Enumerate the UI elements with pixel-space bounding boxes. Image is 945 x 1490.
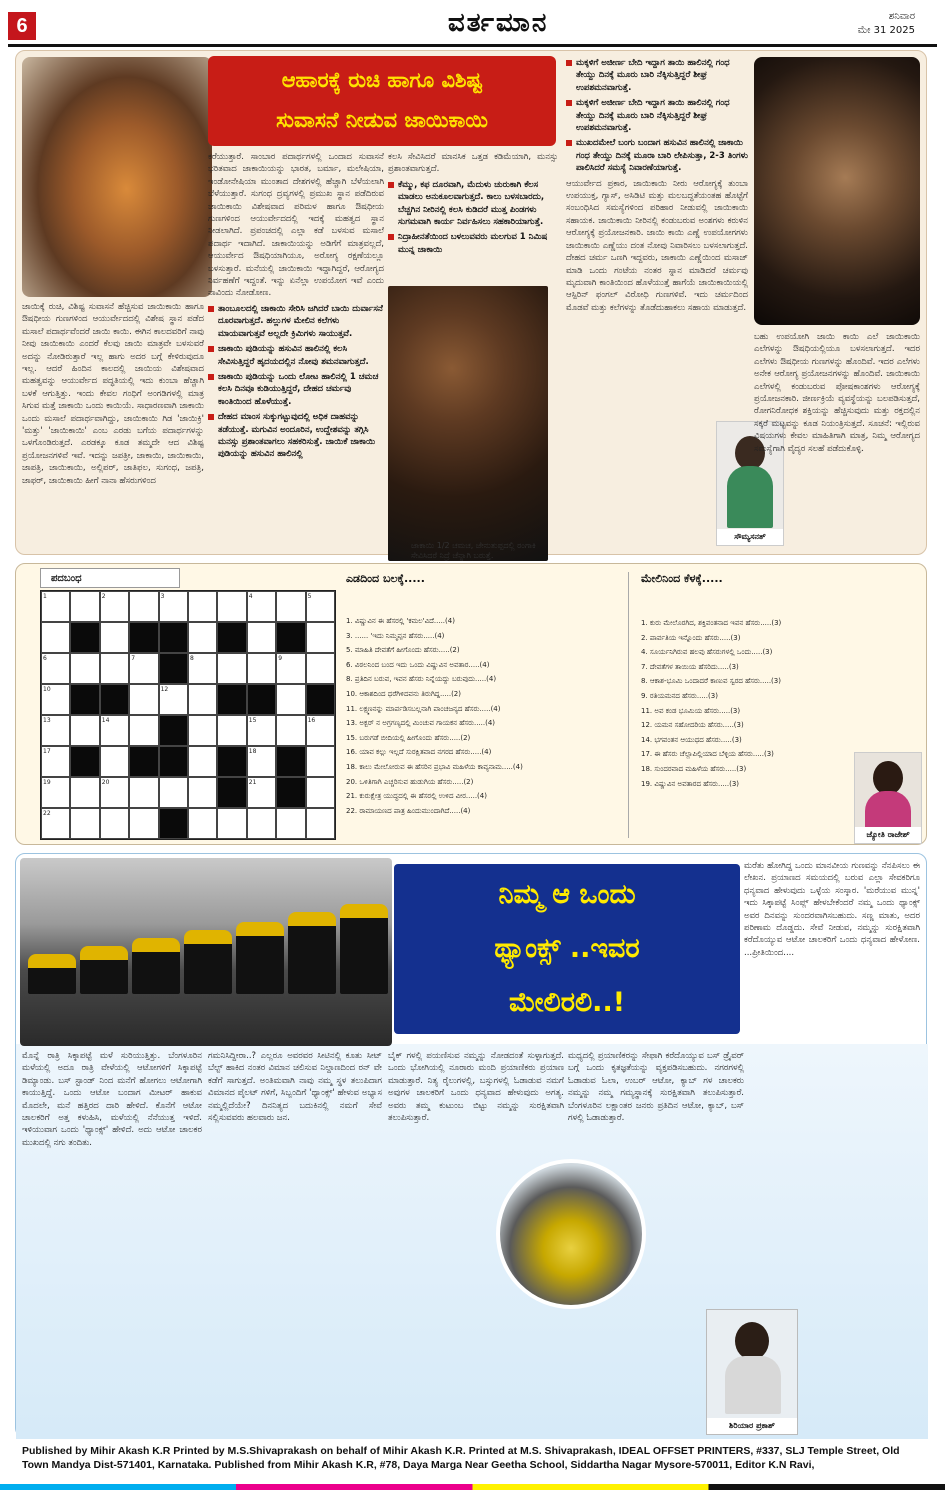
crossword-clue: 12. ಯಮನ ಸಹೋದರಿಯ ಹೆಸರು.....(3) [641,721,744,730]
crossword-author-photo [854,752,922,844]
crossword-cell[interactable] [306,746,335,777]
author-avatar-body [865,791,911,831]
article-column-2 [208,1050,382,1434]
crossword-black-cell [159,653,188,684]
crossword-clue: 9. ರತಿಯಮನದ ಹೆಸರು.....(3) [641,691,718,700]
thanks-article [15,853,927,1438]
article-body: ಮಧ್ಯದಲ್ಲಿ ಪ್ರಯಾಣಿಕರನ್ನು ಸೇಫಾಗಿ ಕರೆದೊಯ್ಯುವ ಬಸ್ ಡ್ರೈವರ್ ಬಗ್ಗೆ ಒಂದು ಕೃತಜ್ಞತೆಯನ್ನು ವ್ಯಕ್ತಪಡಿಸಬಹುದು. ನಗರಗಳಲ್ಲಿ ಓಡಾಡುವ ಓಲಾ, ಉಬರ್ ಆಟೋ, ಕ್ಯಾಬ್ ಗಳ ಚಾಲಕರು ನಮ್ಮನ್ನು ನಮ್ಮ ಗಮ್ಯಸ್ಥಾನಕ್ಕೆ ಸುರಕ್ಷಿತವಾಗಿ ತಲುಪಿಸುತ್ತಾರೆ. ಬೆಂಗಳೂರಿನ ಲಕ್ಷಾಂತರ ಜನರು ಪ್ರತಿದಿನ ಆಟೋ, ಕ್ಯಾಬ್, ಬಸ್ ಗಳಲ್ಲಿ ಓಡಾಡುತ್ತಾರೆ. [568,1051,744,1124]
crossword-cell[interactable] [100,746,129,777]
down-clues [641,616,851,791]
crossword-cell[interactable] [188,622,217,653]
crossword-cell[interactable] [247,622,276,653]
author-avatar-body [725,1356,781,1414]
issue-date-text: ಮೇ 31 2025 [857,25,915,36]
crossword-cell[interactable]: 22 [41,808,70,839]
crossword-black-cell [247,684,276,715]
crossword-cell[interactable]: 3 [159,591,188,622]
article-body: ಕರೆಯುತ್ತಾರೆ. ಸಾಂಬಾರ ಪದಾರ್ಥಗಳಲ್ಲಿ ಒಂದಾದ ಸುವಾಸನೆ ಭರಿತವಾದ ಜಾಕಾಯಿಯನ್ನು ಭಾರತ, ಬರ್ಮಾ, ಮಲೇಷಿಯಾ, ಇಂಡೋನೇಷಿಯಾ ಮುಂತಾದ ದೇಶಗಳಲ್ಲಿ ಹೆಚ್ಚಾಗಿ ಬೆಳೆಯಲಾಗಿ ಬೆಳೆಯುತ್ತಾರೆ. ಸುಗಂಧ ದ್ರವ್ಯಗಳಲ್ಲಿ ಪ್ರಮುಖ ಸ್ಥಾನ ಪಡೆದಿರುವ ಜಾಯಿಕಾಯಿ ವಿಶೇಷವಾದ ಪರಿಮಳ ಹಾಗೂ ಔಷಧೀಯ ಗುಣಗಳಿಂದ ಆಯುರ್ವೇದದಲ್ಲಿ ಇದಕ್ಕೆ ಮಹತ್ವದ ಸ್ಥಾನ ನೀಡಲಾಗಿದೆ. ಪ್ರಪಂಚದಲ್ಲಿ ಎಲ್ಲಾ ಕಡೆ ಬಳಸುವ ಮಸಾಲೆ ಪದಾರ್ಥ ಇದಾಗಿದೆ. ಜಾಕಾಯಿಯನ್ನು ಅಡಿಗೆಗೆ ಮಾತ್ರವಲ್ಲದೆ, ಆಯುರ್ವೇದ ಔಷಧಿಯಾಗಿಯೂ, ಅರೋಗ್ಯ ರಕ್ಷಣೆಯಲ್ಲೂ ಬಳಸುತ್ತಾರೆ. ಮನೆಯಲ್ಲಿ ಜಾಯಿಕಾಯಿ ಇದ್ದಾಗಿದ್ದರೆ, ಆರೋಗ್ಯದ ನಿರ್ವಹಣೆಗೆ ಇದ್ದಂತೆ. ಇನ್ನು ಏನೆಲ್ಲಾ ಉಪಯೋಗ ಇವೆ ಎಂದು ನಾವಿಂದು ನೋಡೋಣ. [208,152,384,299]
down-heading: ಮೇಲಿನಿಂದ ಕೆಳಕ್ಕೆ..... [641,572,723,585]
crossword-clue: 13. ಅಕ್ಬರ್ ನ ಅಗ್ರಗಣ್ಯದಲ್ಲಿ ಮಿಂಚುವ ಗಾಯಕನ ಹೆಸರು.....(4) [346,719,496,728]
crossword-cell[interactable] [247,808,276,839]
crossword-clue: 6. ವಿಠಲನಿಂದ ಬಂದ ಇದು ಒಂದು ವಿಷ್ಣುವಿನ ಅವತಾರ.....(4) [346,660,490,669]
crossword-cell[interactable]: 18 [247,746,276,777]
crossword-cell[interactable] [70,777,99,808]
crossword-cell[interactable]: 9 [276,653,305,684]
article-column-4-cont [566,423,712,553]
crossword-black-cell [276,746,305,777]
crossword-cell[interactable] [70,808,99,839]
crossword-cell[interactable] [188,684,217,715]
headline-line-2: ಥ್ಯಾಂಕ್ಸ್ ..ಇವರ [494,933,640,964]
crossword-clue: 4. ಸೂರ್ಯನಿಗಿರುವ ಹಲವು ಹೆಸರುಗಳಲ್ಲಿ ಒಂದು.....(3) [641,648,773,657]
crossword-cell[interactable] [276,715,305,746]
crossword-cell[interactable] [100,622,129,653]
crossword-cell[interactable]: 12 [159,684,188,715]
masthead [8,8,937,48]
crossword-clue: 10. ಆಕಾಶದಿಂದ ಧರೆಗಿಳಿದವನು ತಿರುಗಿದ್ದ.....(2) [346,689,461,698]
article-column-3 [388,1050,564,1160]
crossword-cell[interactable] [129,808,158,839]
crossword-cell[interactable] [41,622,70,653]
crossword-cell[interactable] [159,777,188,808]
crossword-black-cell [217,777,246,808]
crossword-cell[interactable]: 5 [306,591,335,622]
crossword-black-cell [159,808,188,839]
bullet-point: ಮಕ್ಕಳಿಗೆ ಅಜೀರ್ಣ ಬೇದಿ ಇದ್ದಾಗ ತಾಯಿ ಹಾಲಿನಲ್ಲಿ ಗಂಧ ತೇಯ್ದು ದಿನಕ್ಕೆ ಮೂರು ಬಾರಿ ನೆಕ್ಕಿಸುತ್ತಿದ್ದರೆ ಶೀಘ್ರ ಉಪಶಮನವಾಗುತ್ತೆ. [566,57,748,94]
bullet-point: ಕೆಮ್ಮು, ಕಫ ದೂರವಾಗಿ, ಮೆದುಳು ಚುರುಕಾಗಿ ಕೆಲಸ ಮಾಡಲು ಅನುಕೂಲವಾಗುತ್ತದೆ. ಕಾಲು ಬಳಸಬಾರದು, ಬೆಚ್ಚಗಿನ ನೀರಿನಲ್ಲಿ ಕಲಸಿ ಕುಡಿದರೆ ಮುತ್ತ ಪಿಂಡಗಳು ಸುಗಮವಾಗಿ ಕಾರ್ಯ ನಿರ್ವಹಿಸಲು ಸಹಕಾರಿಯಾಗುತ್ತೆ. [388,179,558,229]
crossword-clue: 1. ವಿಷ್ಣುವಿನ ಈ ಹೆಸರಲ್ಲಿ 'ಕಮಲ'ವಿದೆ.....(4) [346,617,455,625]
autorickshaw [184,930,232,994]
across-heading: ಎಡದಿಂದ ಬಲಕ್ಕೆ..... [346,572,425,585]
bullet-point: ಮಕ್ಕಳಿಗೆ ಅಜೀರ್ಣ ಬೇದಿ ಇದ್ದಾಗ ತಾಯಿ ಹಾಲಿನಲ್ಲಿ ಗಂಧ ತೇಯ್ದು ದಿನಕ್ಕೆ ಮೂರು ಬಾರಿ ನೆಕ್ಕಿಸುತ್ತಿದ್ದರೆ ಶೀಘ್ರ ಉಪಶಮನವಾಗುತ್ತೆ. [566,97,748,134]
crossword-cell[interactable] [129,715,158,746]
crossword-clue: 14. ಭಗವಂತನ ಆಯುಧದ ಹೆಸರು.....(3) [641,735,742,744]
autorickshaw [340,904,388,994]
bullet-point: ನಿದ್ರಾಹೀನತೆಯಿಂದ ಬಳಲುವವರು ಮಲಗುವ 1 ನಿಮಿಷ ಮುನ್ನ ಜಾಕಾಯಿ [388,231,558,256]
crossword-black-cell [217,746,246,777]
crossword-cell[interactable]: 8 [188,653,217,684]
page-number: 6 [8,12,36,40]
crossword-black-cell [129,746,158,777]
crossword-title: ಪದಬಂಧ [40,568,180,588]
crossword-cell[interactable] [306,622,335,653]
article-body: ಆಯುರ್ವೇದ ಪ್ರಕಾರ, ಜಾಯಿಕಾಯಿ ನೀರು ಆರೋಗ್ಯಕ್ಕೆ ತುಂಬಾ ಉಪಯುಕ್ತ, ಗ್ಯಾಸ್, ಅಸಿಡಿಟಿ ಮತ್ತು ಮಲಬದ್ಧತೆಯಂತಹ ಹೊಟ್ಟೆಗೆ ಸಂಬಂಧಿಸಿದ ಸಮಸ್ಯೆಗಳಿಂದ ಪರಿಹಾರ ನೀಡುವಲ್ಲಿ ಜಾಯಿಕಾಯಿ ಸಹಾಯಕ. ಜಾಯಿಕಾಯಿ ನೀರಿನಲ್ಲಿ ಕಂಡುಬರುವ ಅಂಶಗಳು ಕರುಳಿನ ಆರೋಗ್ಯಕ್ಕೆ ಪ್ರಯೋಜನಕಾರಿ. ಜಾಯಿ ಕಾಯಿ ಎಣ್ಣೆ ಉಪಯೋಗಗಳು ಜಾಯಿಕಾಯಿ ಎಣ್ಣೆಯು ದಂತ ನೋವು ನಿವಾರಿಸಲು ಬಳಸಲಾಗುತ್ತದೆ. ದೇಹದ ಚರ್ಮ ಒಣಗಿ ಇದ್ದವರು, ಜಾಕಾಯಿ ಎಣ್ಣೆಯಿಂದ ಮಸಾಜ್ ಮಾಡಿ ಒಂದು ಗಂಟೆಯ ನಂತರ ಸ್ನಾನ ಮಾಡಿದರೆ ಚರ್ಮವು ಮೃದುವಾಗಿ ಕಾಂತಿಯಿಂದ ಹೊಳೆಯುತ್ತೆ ಹಾಗೆಯೆ ಜಾಯಿಕಾಯಿಯಲ್ಲಿ ಆಸ್ಪಿರಿನ್ ಫಂಗಲ್ ವಿರೋಧಿ ಗುಣಗಳಿವೆ. ಇದು ಚರ್ಮದಿಂದ ಮೊಡವೆ ಮತ್ತು ಕಲೆಗಳನ್ನು ತೊಡೆದುಹಾಕಲು ಸಹಾಯ ಮಾಡುತ್ತದೆ. [566,178,748,313]
crossword-cell[interactable] [217,808,246,839]
print-color-bar [0,1484,945,1490]
headline-line-1: ಆಹಾರಕ್ಕೆ ರುಚಿ ಹಾಗೂ ವಿಶಿಷ್ಟ [281,68,483,92]
crossword-black-cell [70,746,99,777]
image-caption: ಜಾಕಾಯಿ 1/2 ಚಮಚ, ಜೇನುತುಪ್ಪದಲ್ಲಿ ರಂಗಾಕಿ ಸೇವಿಸಿದರೆ ನಿದ್ರೆ ಚೆನ್ನಾಗಿ ಬರುತ್ತೆ. [411,541,536,560]
bullet-point: ಜಾಕಾಯಿ ಪುಡಿಯನ್ನು ಒಂದು ಲೋಟ ಹಾಲಿನಲ್ಲಿ 1 ಚಮಚ ಕಲಸಿ ದಿನವೂ ಕುಡಿಯುತ್ತಿದ್ದರೆ, ದೇಹದ ಚರ್ಮವು ಕಾಂತಿಯಿಂದ ಹೊಳೆಯುತ್ತೆ. [208,371,384,408]
crossword-clue: 3. ...... 'ಇದು ನಿಮ್ಮಪ್ಪನ ಹೆಸರು.....(4) [346,631,445,640]
crossword-cell[interactable]: 20 [100,777,129,808]
crossword-cell[interactable]: 2 [100,591,129,622]
crossword-cell[interactable]: 17 [41,746,70,777]
crossword-black-cell [306,684,335,715]
crossword-cell[interactable] [70,715,99,746]
article-column-4 [566,57,748,419]
crossword-cell[interactable] [100,653,129,684]
crossword-clue: 21. ಕುರುಕ್ಷೇತ್ರ ಯುದ್ಧದಲ್ಲಿ ಈ ಹೆಸರಲ್ಲಿ ಉಳಿದ ವೀರ.....(4) [346,792,487,801]
crossword-cell[interactable] [306,777,335,808]
crossword-clue: 22. ರಾಮಾಯಣದ ಪಾತ್ರ ಹಿಂದುಮುಂದಾಗಿದೆ.....(4) [346,806,471,815]
article-column-4 [568,1050,744,1160]
crossword-black-cell [217,684,246,715]
crossword-clue: 20. ಒಳಿತಿಗಾಗಿ ಎಚ್ಚರಿಸುವ ಹುಡುಗಿಯ ಹೆಸರು.....(2) [346,777,474,786]
article-body: ಮೊನ್ನೆ ರಾತ್ರಿ ಸಿಕ್ಕಾಪಟ್ಟೆ ಮಳೆ ಸುರಿಯುತ್ತಿತ್ತು. ಬೆಂಗಳೂರಿನ ಮಳೆಯಲ್ಲಿ ಅದೂ ರಾತ್ರಿ ವೇಳೆಯಲ್ಲಿ ಆಟೋಗಳಿಗೆ ಸಿಕ್ಕಾಪಟ್ಟೆ ಡಿಮ್ಯಾಂಡು. ಬಸ್ ಸ್ಟಾಂಡ್ ನಿಂದ ಮನೆಗೆ ಹೋಗಲು ಆಟೋಗಾಗಿ ಕಾಯುತ್ತಿದ್ದೆ. ಒಂದು ಆಟೋ ಬಂದಾಗ ಮೀಟರ್ ಹಾಕುವ ಮೊದಲೇ, ಮನೆ ಹತ್ತಿರದ ದಾರಿ ಹೇಳಿದೆ. ಕೊನೆಗೆ ಆಟೋ ಚಾಲಕರಿಗೆ ಅತ್ತ ಕಳುಹಿಸಿ, ಮಳೆಯಲ್ಲಿ ನೆನೆಯುತ್ತ ಇಳಿದೆ. ಇಳಿಯುವಾಗ ಒಂದು 'ಥ್ಯಾಂಕ್ಸ್' ಹೇಳಿದೆ. ಅದು ಆಟೋ ಚಾಲಕರ ಮುಖದಲ್ಲಿ ನಗು ತಂದಿತು. [22,1051,202,1148]
crossword-clue: 1. ಕುರು ಮೇಲೊರಗಿದ, ಶಕ್ತಿವಂತನಾದ ಇವನ ಹೆಸರು.....(3) [641,619,782,627]
crossword-section [15,563,927,845]
crossword-cell[interactable] [188,808,217,839]
crossword-clue: 18. ಕಾಲು ಮೇಲೋರುವ ಈ ಹೆಸರಿನ ಪ್ರಭಾವಿ ಮಹಿಳೆಯ ಕಾವ್ಯನಾಮ.....(4) [346,762,523,771]
article-headline [208,56,556,146]
article-column-1 [22,1050,202,1434]
crossword-clue: 16. ಯಾವ ಕಲ್ಲು ಇಲ್ಲದೆ ಸುರಕ್ಷಿತವಾದ ನಗರದ ಹೆಸರು.....(4) [346,748,492,757]
article-column-5 [754,331,920,551]
crossword-clue: 2. ಪಾರ್ವತಿಯ ಇನ್ನೊಂದು ಹೆಸರು.....(3) [641,633,741,642]
crossword-cell[interactable] [217,591,246,622]
nutmeg-bowl-image [22,57,212,297]
crossword-cell[interactable] [70,591,99,622]
autorickshaw [132,938,180,994]
nutmeg-article [15,50,927,560]
autorickshaw [236,922,284,994]
crossword-cell[interactable]: 13 [41,715,70,746]
bullet-point: ದೇಹದ ಮಾಂಸ ಸುಕ್ಕುಗಟ್ಟುವುದಲ್ಲಿ ಅಧಿಕ ದಾಹವನ್ನು ತಡೆಯುತ್ತೆ. ಮಗುವಿನ ಅಂದೂರಿನ, ಉದ್ದೇಶವನ್ನು ತಗ್ಗಿಸಿ ಮನಸ್ಸು ಪ್ರಶಾಂತವಾಗಲು ಸಹಕರಿಸುತ್ತೆ. ಜಾಯಿಕೆ ಜಾಕಾಯಿ ಪುಡಿಯನ್ನು ಹಸುವಿನ ಹಾಲಿನಲ್ಲಿ [208,411,384,461]
crossword-black-cell [100,684,129,715]
crossword-clue: 18. ಸುಂದರವಾದ ಮಹಿಳೆಯ ಹೆಸರು.....(3) [641,764,747,773]
headline-line-2: ಸುವಾಸನೆ ನೀಡುವ ಜಾಯಿಕಾಯಿ [276,108,488,132]
author-photo [706,1309,798,1435]
crossword-cell[interactable] [188,777,217,808]
autorickshaw-circle-image [496,1159,646,1309]
nutmeg-halves-image [754,57,920,325]
crossword-cell[interactable]: 19 [41,777,70,808]
article-body: ಬೈಕ್ ಗಳಲ್ಲಿ ಪಯಣಿಸುವ ನಮ್ಮನ್ನು ನೋಡದಂತೆ ಸುಳ್ಳಾಗುತ್ತದೆ. ಒಂದು ಭೋಗಿಯಲ್ಲಿ ನೂರಾರು ಮಂದಿ ಪ್ರಯಾಣಿಕರು ಪ್ರಯಾಣ ಮಾಡುತ್ತಾರೆ. ನಿತ್ಯ ರೈಲುಗಳಲ್ಲಿ, ಬಸ್ಸುಗಳಲ್ಲಿ ಓಡಾಡುವ ನಮಗೆ ಅವುಗಳ ಚಾಲಕರಿಗೆ ಒಂದು ಧನ್ಯವಾದ ಹೇಳುವುದು ಅಗತ್ಯ. ಅವರು ತಮ್ಮ ಕುಟುಂಬ ಬಿಟ್ಟು ನಮ್ಮನ್ನು ಸುರಕ್ಷಿತವಾಗಿ ತಲುಪಿಸುತ್ತಾರೆ. [388,1051,564,1124]
crossword-cell[interactable] [129,777,158,808]
crossword-black-cell [70,622,99,653]
crossword-clue: 7. ದೇವತೆಗಳ ತಾಯಿಯ ಹೆಸರಿದು.....(3) [641,662,739,671]
author-avatar-head [873,761,903,795]
autorickshaw [28,954,76,994]
crossword-clue: 8. ಪ್ರತಿದಿನ ಬರುವ, ಇವನ ಹೆಸರು ನಿನ್ನೆಯದ್ದು ಬರುವುದು.....(4) [346,675,497,684]
crossword-cell[interactable]: 10 [41,684,70,715]
crossword-clue: 17. ಈ ಹೆಸರು ಚೆಲ್ಲಾಪಿಲ್ಲಿಯಾದ ಬೆಳ್ಳಿಯ ಹೆಸರು.....(3) [641,750,774,759]
crossword-cell[interactable] [247,653,276,684]
crossword-cell[interactable]: 21 [247,777,276,808]
crossword-black-cell [159,622,188,653]
autorickshaw [80,946,128,994]
crossword-cell[interactable]: 7 [129,653,158,684]
autorickshaw-row [28,904,388,994]
crossword-black-cell [70,684,99,715]
autorickshaws-image [20,858,392,1046]
crossword-author-name: ಜ್ಯೋತಿ ರಾಜೇಶ್ [855,827,921,843]
article-body: ಜಾಯಿಕ್ಕೆ ರುಚಿ, ವಿಶಿಷ್ಟ ಸುವಾಸನೆ ಹೆಚ್ಚಿಸುವ ಜಾಯಿಕಾಯಿ ಹಾಗೂ ಔಷಧೀಯ ಗುಣಗಳಿಂದ ಆಯುರ್ವೇದದಲ್ಲಿ ವಿಶೇಷ ಸ್ಥಾನ ಪಡೆದ ಮಸಾಲೆ ಪದಾರ್ಥವೆಂದರೆ ಜಾಯಿ ಕಾಯಿ. ಈಗಿನ ಕಾಲದವರಿಗೆ ನಾವು ನೀವು ಜಾಯಿಕಾಯಿ ಎಂದರೆ ಕೆಲವು ಜಾಯಿ ಮಾತ್ರವೇ ಬಳಸುವರೆ ಅದನ್ನು ನೋಡಿರುತ್ತಾರೆ ಇಲ್ಲ ಹಾಗು ಅದರ ಬಗ್ಗೆ ಕೇಳಿರುವುದೂ ಇಲ್ಲ. ಆದರೆ ಹಿಂದಿನ ಕಾಲದಲ್ಲಿ ಜಾಯಿಯ ವಿಶೇಷವಾದ ಮಹತ್ವವನ್ನು ಆಯುರ್ವೇದ ಪದ್ಧತಿಯಲ್ಲಿ ಇದು ಕುಂಬಾ ಹೆಚ್ಚಾಗಿ ಬಳಕೆ ಆಗುತ್ತಿತ್ತು. ಇಂದು ಕೇವಲ ಗಂಧಿಗೆ ಅಂಗಡಿಗಳಲ್ಲಿ ಮಾತ್ರ ಸಿಗುವ ಮತ್ತೆ ಜಾಕಾಯಿ ಒಂದು ಕಾಯಿಯೆ. ಸಾಧಾರಣವಾಗಿ ಜಾಕಾಯಿ ಒಂದು ಮಸಾಲೆ ಪದಾರ್ಥವಾಗಿದ್ದು, ಜಾಯಿಕಾಯಿ ಗಿಡ 'ಜಾಯಿಕ್ರಿ' 'ಮತ್ತು' 'ಜಾಯಿಕಾಯಿ' ಎಂಬ ಎರಡು ಬಗೆಯ ಪದಾರ್ಥಗಳನ್ನು ಒಳಗೊಂಡಿರುತ್ತದೆ. ಎರಡಕ್ಕೂ ಕೂಡ ತಮ್ಮದೇ ಆದ ವಿಶಿಷ್ಟ ಪ್ರಯೋಜನಗಳಿವೆ ಇವೆ. ಇದನ್ನು ಜಪತ್ರೀ, ಜಾಕಾಯಿ, ಜಾಯಿಕಾಯಿ, ಜಾಪತ್ರಿ, ಜಾಯಿಕಾಯಿ, ಅಲ್ಲಿಪರ್, ಜಾತಿಫಲ, ಸುಗಂಧ, ಜಪತ್ರಿ, ಜಾಫರ್, ಜಾಯಿಕಾಯಿ ಹೀಗೆ ನಾನಾ ಹೆಸರುಗಳಿಂದ [22,302,204,486]
article-body: ಮರೆತು ಹೋಗಿದ್ದ ಒಂದು ಮಾನವೀಯ ಗುಣವನ್ನು ನೆನಪಿಸಲು ಈ ಲೇಖನ. ಪ್ರಯಾಣದ ಸಮಯದಲ್ಲಿ ಬರುವ ಎಲ್ಲಾ ಸೇವಕರಿಗೂ ಧನ್ಯವಾದ ಹೇಳುವುದು ಒಳ್ಳೆಯ ಸಂಸ್ಕಾರ. 'ಮರೆಯುವ ಮುನ್ನ' ಇದು ಸಿಕ್ಕಾಪಟ್ಟೆ ಸಿಂಪ್ಲ್ ಹೇಳಬೇಕೆಂದರೆ ನಮ್ಮ ಒಂದು ಥ್ಯಾಂಕ್ಸ್ ಅವರ ದಿನವನ್ನು ಸುಂದರವಾಗಿಸಬಹುದು. ಸಣ್ಣ ಮಾತು, ಅದರ ಪರಿಣಾಮ ದೊಡ್ಡದು. ಸೇವೆ ನೀಡುವ, ನಮ್ಮನ್ನು ಸುರಕ್ಷಿತವಾಗಿ ಕರೆದೊಯ್ಯುವ ಆಟೋ ಚಾಲಕರಿಗೆ ಒಂದು ಧನ್ಯವಾದ ಹೇಳೋಣ. ...ಪ್ರೀತಿಯಿಂದ.... [744,861,920,958]
crossword-cell[interactable] [129,591,158,622]
crossword-black-cell [217,622,246,653]
crossword-black-cell [276,622,305,653]
crossword-clue: 8. ಆಕಾಶ-ಭೂಮಿ ಒಂದಾದರೆ ಕಾಣುವ ಸ್ವರದ ಹೆಸರು.....(3) [641,677,781,686]
crossword-cell[interactable] [217,715,246,746]
clues-divider [628,572,629,838]
crossword-cell[interactable] [188,591,217,622]
crossword-cell[interactable]: 15 [247,715,276,746]
crossword-cell[interactable]: 4 [247,591,276,622]
crossword-black-cell [276,777,305,808]
crossword-cell[interactable] [188,746,217,777]
crossword-black-cell [159,746,188,777]
author-avatar-head [735,1322,769,1360]
issue-day: ಶನಿವಾರ [888,11,915,22]
crossword-cell[interactable] [306,808,335,839]
author-name: ಸೌಮ್ಯಸನತ್ [717,529,783,545]
crossword-clue: 5. ಮಾಹಿತಿ ದೇವತೆಗೆ ಹೀಗೊಂದು ಹೆಸರು.....(2) [346,646,460,655]
crossword-clue: 11. ಅವ ಕಂಡ ಭೂಮಿಯ ಹೆಸರು.....(3) [641,706,741,715]
crossword-cell[interactable] [70,653,99,684]
masthead-rule [8,44,937,47]
issue-date [858,10,915,38]
crossword-cell[interactable] [276,808,305,839]
headline-line-1: ನಿಮ್ಮ ಆ ಒಂದು [498,879,636,910]
crossword-clue: 15. ಬರುಗಡೆ ಬೀದಿಯಲ್ಲಿ ಹೀಗೊಂದು ಹೆಸರು.....(2) [346,733,471,742]
article-body: ಕಲಸಿ ಸೇವಿಸಿದರೆ ಮಾನಸಿಕ ಒತ್ತಡ ಕಡಿಮೆಯಾಗಿ, ಮನಸ್ಸು ಪ್ರಶಾಂತವಾಗುತ್ತದೆ. [388,152,558,175]
crossword-cell[interactable] [217,653,246,684]
crossword-grid [40,590,336,840]
headline-line-3: ಮೇಲಿರಲಿ..! [508,987,626,1018]
across-clues [346,614,622,818]
crossword-cell[interactable] [276,684,305,715]
article-column-2 [208,151,384,551]
nutmeg-closeup-image [388,286,548,561]
crossword-cell[interactable] [276,591,305,622]
crossword-cell[interactable]: 6 [41,653,70,684]
bullet-point: ಜಾಕಾಯಿ ಪುಡಿಯನ್ನು ಹಸುವಿನ ಹಾಲಿನಲ್ಲಿ ಕಲಸಿ ಸೇವಿಸುತ್ತಿದ್ದರೆ ಹೃದಯದಲ್ಲಿನ ನೋವು ಶಮನವಾಗುತ್ತದೆ. [208,343,384,368]
bullet-point: ತಾಂಬೂಲದಲ್ಲಿ ಜಾಕಾಯಿ ಸೇರಿಸಿ ಜಗಿದರೆ ಬಾಯಿ ದುರ್ವಾಸನೆ ದೂರವಾಗುತ್ತದೆ. ಹಲ್ಲುಗಳ ಮೇಲಿನ ಕಲೆಗಳು ಮಾಯವಾಗುತ್ತವೆ ಅಲ್ಲದೇ ಕ್ರಿಮಿಗಳು ಸಾಯುತ್ತವೆ. [208,303,384,340]
autorickshaw [288,912,336,994]
crossword-cell[interactable]: 14 [100,715,129,746]
article-column-1 [22,301,204,551]
article-column-3 [388,151,558,283]
crossword-cell[interactable] [188,715,217,746]
newspaper-title: ವರ್ತಮಾನ [448,8,549,38]
crossword-clue: 11. ಲಕ್ಷ್ಮಣನನ್ನು ಮಾರ್ಪಡಿಸಬಲ್ಲನಾಗಿ ಪಾಂಚಜನ್ಯದ ಹೆಸರು.....(4) [346,704,501,713]
crossword-black-cell [129,622,158,653]
article-headline [394,864,740,1034]
article-body: ಗಮನಿಸಿದ್ದೀರಾ..? ಎಲ್ಲರೂ ಅವರವರ ಸೀಟಿನಲ್ಲಿ ಕೂತು ಸೀಟ್ ಬೆಲ್ಟ್ ಹಾಕಿದ ನಂತರ ವಿಮಾನ ಚಲಿಸುವ ನಿಲ್ದಾಣದಿಂದ ರನ್ ವೇ ಕಡೆಗೆ ಸಾಗುತ್ತದೆ. ಅಂತಿಮವಾಗಿ ನಾವು ನಮ್ಮ ಸ್ಥಳ ತಲುಪಿದಾಗ ವಿಮಾನದ ಪೈಲಟ್ ಗಳಿಗೆ, ಸಿಬ್ಬಂದಿಗೆ 'ಥ್ಯಾಂಕ್ಸ್' ಹೇಳುವ ಅಭ್ಯಾಸ ನಮ್ಮಲ್ಲಿದೆಯೇ? ದಿನನಿತ್ಯದ ಬದುಕಿನಲ್ಲಿ ನಮಗೆ ಸೇವೆ ಸಲ್ಲಿಸುವವರು ಹಲವಾರು ಜನ. [208,1051,382,1124]
crossword-cell[interactable]: 1 [41,591,70,622]
crossword-cell[interactable]: 16 [306,715,335,746]
crossword-black-cell [159,715,188,746]
bullet-point: ಮುಖದಮೇಲೆ ಬಂಗು ಬಂದಾಗ ಹಸುವಿನ ಹಾಲಿನಲ್ಲಿ ಜಾಕಾಯಿ ಗಂಧ ತೇಯ್ದು ದಿನಕ್ಕೆ ಮೂರಾ ಬಾರಿ ಲೇಪಿಸುತ್ತಾ, 2-3 ತಿಂಗಳು ಪಾಲಿಸಿದರೆ ಸಮಸ್ಯೆ ನಿವಾರಣೆಯಾಗುತ್ತೆ. [566,137,748,174]
crossword-cell[interactable] [129,684,158,715]
crossword-cell[interactable] [100,808,129,839]
article-body: ಬಹು ಉಪಯೋಗಿ ಜಾಯಿ ಕಾಯಿ ಎಲೆ ಜಾಯಿಕಾಯಿ ಎಲೆಗಳನ್ನು ಔಷಧಿಯಲ್ಲಿಯೂ ಬಳಸಲಾಗುತ್ತದೆ. ಇದರ ಎಲೆಗಳು ಔಷಧೀಯ ಗುಣಗಳನ್ನು ಹೊಂದಿವೆ. ಇದರ ಎಲೆಗಳು ಅನೇಕ ಆರೋಗ್ಯ ಪ್ರಯೋಜನಗಳನ್ನು ಹೊಂದಿವೆ. ಜಾಯಿಕಾಯಿ ಎಲೆಗಳಲ್ಲಿ ಕಂಡುಬರುವ ಪೋಷಕಾಂಶಗಳು ಆರೋಗ್ಯಕ್ಕೆ ಪ್ರಯೋಜನಕಾರಿ. ಜೀರ್ಣಕ್ರಿಯೆ ವ್ಯವಸ್ಥೆಯನ್ನು ಬಲಪಡಿಸುತ್ತದೆ, ರೋಗನಿರೋಧಕ ಶಕ್ತಿಯನ್ನು ಹೆಚ್ಚಿಸುವುದು ಮತ್ತು ರಕ್ತದಲ್ಲಿನ ಸಕ್ಕರೆ ಮಟ್ಟವನ್ನು ಕೂಡ ನಿಯಂತ್ರಿಸುತ್ತದೆ. ಸೂಚನೆ: ಇಲ್ಲಿರುವ ವಿಷಯಗಳು ಕೇವಲ ಮಾಹಿತಿಗಾಗಿ ಮಾತ್ರ, ನಿಮ್ಮ ಆರೋಗ್ಯದ ಸಮಸ್ಯೆಗಾಗಿ ವೈದ್ಯರ ಸಲಹೆ ಪಡೆದುಕೊಳ್ಳಿ. [754,332,920,454]
author-name: ಶಿರಿಯಾರ ಪ್ರಕಾಶ್ [707,1418,797,1434]
crossword-clue: 19. ವಿಷ್ಣುವಿನ ಅವತಾರದ ಹೆಸರು.....(3) [641,779,740,788]
imprint-footer: Published by Mihir Akash K.R Printed by M.S.Shivaprakash on behalf of Mihir Akash K.R. Printed at M.S. Shivaprakash, IDEAL OFFSET PRINTERS, #337, SLJ Temple Street, Old Town Mandya Dist-571401, Karnataka. Published from Mihir Akash K.R, #78, Daya Marga Near Geetha School, Siddartha Nagar Mysore-570011, Editor K.N Ravi, [22,1445,900,1471]
crossword-cell[interactable] [306,653,335,684]
